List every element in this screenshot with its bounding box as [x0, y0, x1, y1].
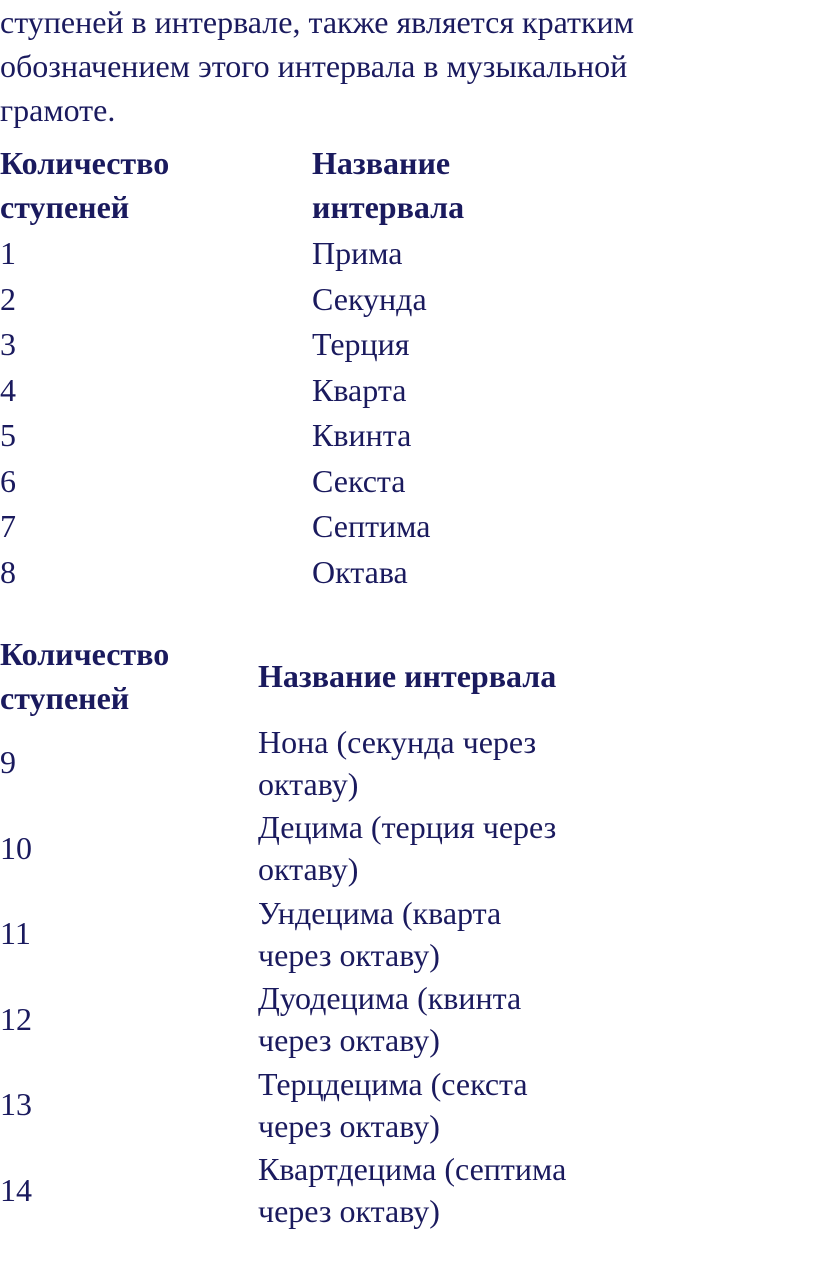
- steps-cell: 14: [0, 1171, 32, 1208]
- table-row: [0, 720, 566, 806]
- interval-name-line2: октаву): [258, 851, 359, 888]
- steps-cell: 12: [0, 1000, 32, 1037]
- steps-cell: 1: [0, 235, 16, 271]
- interval-name-cell: [258, 891, 566, 977]
- table-row: [0, 368, 464, 414]
- table-row: [0, 1148, 566, 1234]
- interval-name-cell: [258, 977, 566, 1063]
- interval-name-cell: Секунда: [312, 280, 427, 317]
- interval-name-cell: Терция: [312, 326, 410, 362]
- interval-name-cell: Септима: [312, 508, 431, 544]
- table-header-row: [0, 632, 566, 720]
- interval-name-line2: октаву): [258, 765, 359, 802]
- table-row: [0, 550, 464, 596]
- steps-cell: 7: [0, 508, 16, 544]
- interval-name-cell: Секста: [312, 462, 406, 499]
- table-row: [0, 322, 464, 368]
- table-row: [0, 504, 464, 550]
- steps-cell: 4: [0, 371, 16, 408]
- intro-line: обозначением этого интервала в музыкальной: [0, 48, 628, 84]
- interval-name-line2: через октаву): [258, 1022, 440, 1059]
- header-name-line1: Название: [312, 145, 451, 181]
- interval-name-cell: [258, 1062, 566, 1148]
- header-steps: [0, 632, 258, 720]
- header-steps-line1: Количество: [0, 145, 170, 181]
- intro-paragraph: [0, 0, 800, 132]
- steps-cell: 6: [0, 462, 16, 499]
- table-row: [0, 1062, 566, 1148]
- header-steps: [0, 141, 312, 231]
- steps-cell: 5: [0, 417, 16, 453]
- steps-cell: 2: [0, 280, 16, 317]
- interval-name-line1: Ундецима (кварта: [258, 894, 502, 931]
- header-interval-name: Название интервала: [258, 658, 557, 694]
- table-row: [0, 231, 464, 277]
- steps-cell: 9: [0, 744, 16, 781]
- header-steps-line2: ступеней: [0, 189, 130, 225]
- interval-name-cell: Октава: [312, 553, 408, 590]
- table-row: [0, 459, 464, 505]
- steps-cell: 13: [0, 1086, 32, 1123]
- intervals-table-basic: [0, 141, 464, 595]
- header-interval-name: [312, 141, 464, 231]
- steps-cell: 3: [0, 326, 16, 362]
- interval-name-cell: [258, 1148, 566, 1234]
- interval-name-cell: Кварта: [312, 371, 407, 408]
- interval-name-line1: Нона (секунда через: [258, 723, 537, 760]
- interval-name-cell: [258, 720, 566, 806]
- intervals-table-compound: [0, 632, 566, 1233]
- table-row: [0, 806, 566, 892]
- interval-name-line1: Квартдецима (септима: [258, 1151, 567, 1188]
- intro-line: грамоте.: [0, 92, 116, 128]
- interval-name-cell: Прима: [312, 235, 403, 271]
- header-steps-line1: Количество: [0, 636, 170, 672]
- header-steps-line2: ступеней: [0, 680, 130, 716]
- table-row: [0, 277, 464, 323]
- header-name-line2: интервала: [312, 189, 465, 225]
- interval-name-line2: через октаву): [258, 1193, 440, 1230]
- interval-name-cell: [258, 806, 566, 892]
- interval-name-line2: через октаву): [258, 936, 440, 973]
- steps-cell: 11: [0, 915, 31, 952]
- steps-cell: 10: [0, 829, 32, 866]
- interval-name-line1: Дуодецима (квинта: [258, 980, 522, 1017]
- table-row: [0, 891, 566, 977]
- interval-name-line1: Терцдецима (секста: [258, 1065, 528, 1102]
- steps-cell: 8: [0, 553, 16, 590]
- interval-name-line2: через октаву): [258, 1107, 440, 1144]
- intro-line: ступеней в интервале, также является кратким: [0, 4, 634, 40]
- interval-name-line1: Децима (терция через: [258, 809, 557, 846]
- table-header-row: [0, 141, 464, 231]
- table-row: [0, 413, 464, 459]
- interval-name-cell: Квинта: [312, 417, 412, 453]
- table-row: [0, 977, 566, 1063]
